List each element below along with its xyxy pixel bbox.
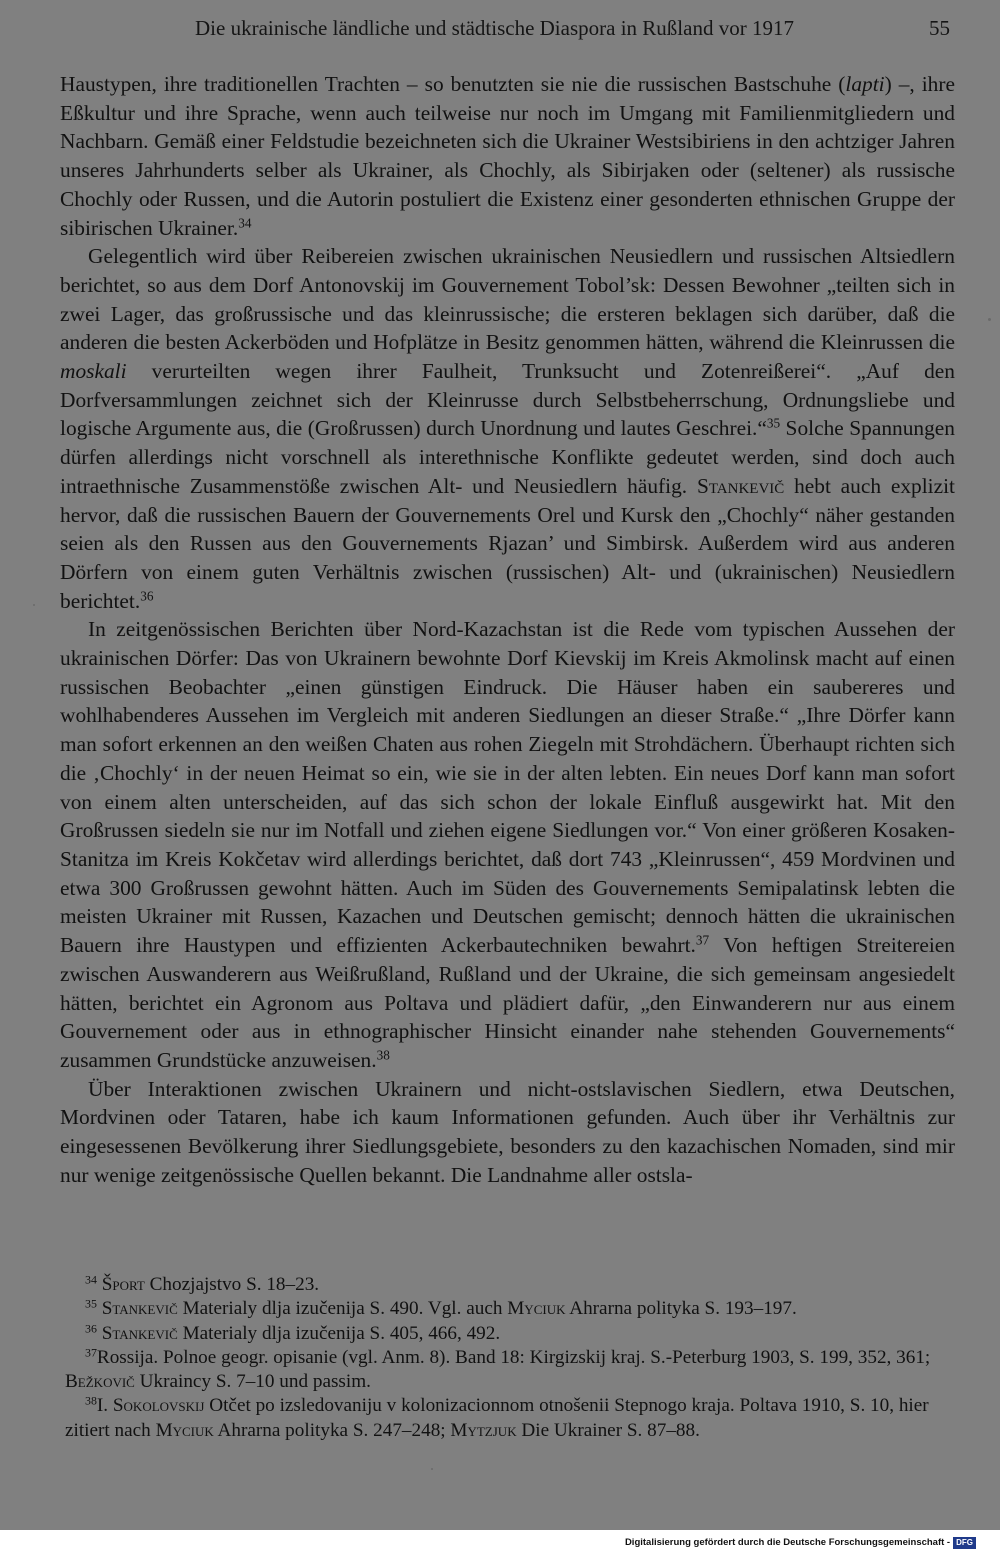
footnote-text: I. (96, 1395, 113, 1417)
author-name: Sokolovskij (112, 1395, 205, 1417)
credit-text: Digitalisierung gefördert durch die Deutsche Forschungsgemeinschaft - (624, 1537, 951, 1548)
footnote-text: Die Ukrainer S. 87–88. (516, 1419, 700, 1441)
footnote-ref-38: 38 (376, 1047, 390, 1063)
footnote-text: Chozjajstvo S. 18–23. (144, 1274, 320, 1295)
footnote-number: 38 (85, 1393, 97, 1408)
paragraph-3 (60, 615, 955, 1074)
author-name: Stankevič (101, 1298, 178, 1320)
footnote-ref-34: 34 (238, 215, 252, 231)
footnotes (65, 1273, 960, 1443)
author-name: Stankevič (101, 1322, 178, 1344)
author-name: Stankevič (696, 473, 785, 498)
scan-speck (988, 318, 991, 321)
footnote-36 (65, 1322, 960, 1346)
text-run: In zeitgenössischen Berichten über Nord-Kazachstan ist die Rede vom typischen Aussehen der ukrainischen Dörfer: Das von Ukrainern bewohnte Dorf Kievskij im Kreis Akmolinsk macht auf einen russischen Beobachter „einen günstigen Eindruck. Die Häuser haben ein saubereres und wohlhabenderes Aussehen im Vergleich mit anderen Siedlungen an dieser Straße.“ „Ihre Dörfer kann man sofort erkennen an den weißen Chaten aus rohen Ziegeln mit Strohdächern. Überhaupt richten sich die ‚Chochly‘ in der neuen Heimat so ein, wie sie in der alten lebten. Ein neues Dorf kann man sofort von einem alten unterscheiden, auf das sich schon der lokale Einfluß ausgewirkt hat. Mit den Großrussen siedeln sie nur im Notfall und ziehen eigene Siedlungen vor.“ Von einer größeren Kosaken-Stanitza im Kreis Kokčetav wird allerdings berichtet, daß dort 743 „Kleinrussen“, 459 Mordvinen und etwa 300 Großrussen gewohnt hätten. Auch im Süden des Gouvernements Semipalatinsk lebten die meisten Ukrainer mit Russen, Kazachen und Deutschen gemischt; dennoch hätten die ukrainischen Bauern ihre Haustypen und effizienten Ackerbautechniken bewahrt. (60, 617, 955, 958)
footnote-number: 37 (85, 1345, 97, 1360)
author-name: Myciuk (155, 1419, 214, 1441)
page-number: 55 (929, 16, 950, 40)
author-name: Bežkovič (65, 1371, 135, 1393)
text-run: Haustypen, ihre traditionellen Trachten – so benutzten sie nie die russischen Bastschuhe ( (60, 72, 846, 96)
footnote-ref-35: 35 (766, 416, 781, 432)
footnote-text: Ukraincy S. 7–10 und passim. (134, 1371, 371, 1393)
footnote-number: 35 (85, 1296, 97, 1311)
running-title: Die ukrainische ländliche und städtische Diaspora in Rußland vor 1917 (195, 16, 794, 40)
footnote-37 (65, 1346, 960, 1395)
text-run: Über Interaktionen zwischen Ukrainern und nicht-ostslavischen Siedlern, etwa Deutschen, Mordvinen oder Tataren, habe ich kaum Informationen gefunden. Auch über ihr Verhältnis zur eingesessenen Bevölkerung ihrer Siedlungsgebiete, besonders zu den kazachischen Nomaden, sind mir nur wenige zeitgenössische Quellen bekannt. Die Landnahme aller ostsla- (60, 1076, 955, 1187)
text-run: Solche Spannungen dürfen allerdings nicht vorschnell als interethnische Konflikte gedeutet werden, sind doch auch intraethnische Zusammenstöße zwischen Alt- und Neusiedlern häufig. (60, 416, 955, 498)
paragraph-2 (60, 242, 955, 615)
footnote-text: Ahrarna polityka S. 193–197. (565, 1298, 797, 1320)
italic-term: moskali (60, 359, 127, 384)
digitization-credit (625, 1536, 976, 1549)
author-name: Mytzjuk (450, 1419, 517, 1441)
footnote-text: Materialy dlja izučenija S. 405, 466, 492. (177, 1322, 501, 1344)
text-run: verurteilten wegen ihrer Faulheit, Trunksucht und Zotenreißerei“. „Auf den Dorfversammlungen zeichnet sich der Kleinrusse durch Selbstbeherrschung, Ordnungsliebe und logische Argumente aus, die (Großrussen) durch Unordnung und lautes Geschrei.“ (60, 359, 955, 441)
dfg-logo-icon: DFG (953, 1537, 976, 1549)
page-header (60, 12, 955, 44)
footnote-35 (65, 1297, 960, 1321)
body-text (60, 70, 955, 1189)
paragraph-4 (60, 1075, 955, 1190)
text-run: ) –, ihre Eßkultur und ihre Sprache, wenn auch teilweise nur noch im Umgang mit Familienmitgliedern und Nachbarn. Gemäß einer Feldstudie bezeichneten sich die Ukrainer Westsibiriens in den achtziger Jahren unseres Jahrhunderts selber als Ukrainer, als Chochly, als Sibirjaken oder (seltener) als russische Chochly oder Russen, und die Autorin postuliert die Existenz einer gesonderten ethnischen Gruppe der sibirischen Ukrainer. (60, 72, 955, 240)
footnote-text: Ahrarna polityka S. 247–248; (213, 1419, 451, 1441)
author-name: Myciuk (507, 1298, 566, 1320)
author-name: Šport (101, 1274, 145, 1295)
text-run: hebt auch explizit hervor, daß die russischen Bauern der Gouvernements Orel und Kursk den „Chochly“ näher gestanden seien als den Russen aus den Gouvernements Rjazan’ und Simbirsk. Außerdem wird aus anderen Dörfern von einem guten Verhältnis zwischen (russischen) Alt- und (ukrainischen) Neusiedlern berichtet. (60, 473, 955, 613)
footnote-number: 36 (85, 1321, 97, 1336)
footnote-34 (65, 1273, 960, 1297)
footnote-ref-36: 36 (140, 588, 154, 604)
scan-speck (431, 1468, 433, 1470)
footnote-text: Otčet po izsledovaniju v kolonizacionnom otnošenii Stepnogo kraja. Poltava 1910, S. 10, hier zitiert nach (65, 1395, 929, 1441)
scan-speck (33, 604, 35, 606)
footnote-text: Rossija. Polnoe geogr. opisanie (vgl. Anm. 8). Band 18: Kirgizskij kraj. S.-Peterburg 1903, S. 199, 352, 361; (96, 1346, 931, 1368)
paragraph-1 (60, 70, 955, 242)
text-run: Von heftigen Streitereien zwischen Auswanderern aus Weißrußland, Rußland und der Ukraine, die sich gemeinsam angesiedelt hätten, berichtet ein Agronom aus Poltava und plädiert dafür, „den Einwanderern nur aus einem Gouvernement oder aus in ethnographischer Hinsicht einander nahe stehenden Gouvernements“ zusammen Grundstücke anzuweisen. (60, 933, 955, 1072)
footnote-38 (65, 1394, 960, 1443)
footnote-number: 34 (85, 1272, 97, 1287)
text-run: Gelegentlich wird über Reibereien zwischen ukrainischen Neusiedlern und russischen Altsiedlern berichtet, so aus dem Dorf Antonovskij im Gouvernement Tobol’sk: Dessen Bewohner „teilten sich in zwei Lager, das großrussische und das kleinrussische; die ersteren beklagen sich darüber, daß die anderen die besten Ackerböden und Hofplätze in Besitz genommen hätten, während die Kleinrussen die (60, 244, 955, 355)
italic-term: lapti (845, 72, 885, 96)
footnote-ref-37: 37 (695, 932, 710, 948)
footnote-text: Materialy dlja izučenija S. 490. Vgl. auch (177, 1298, 508, 1320)
